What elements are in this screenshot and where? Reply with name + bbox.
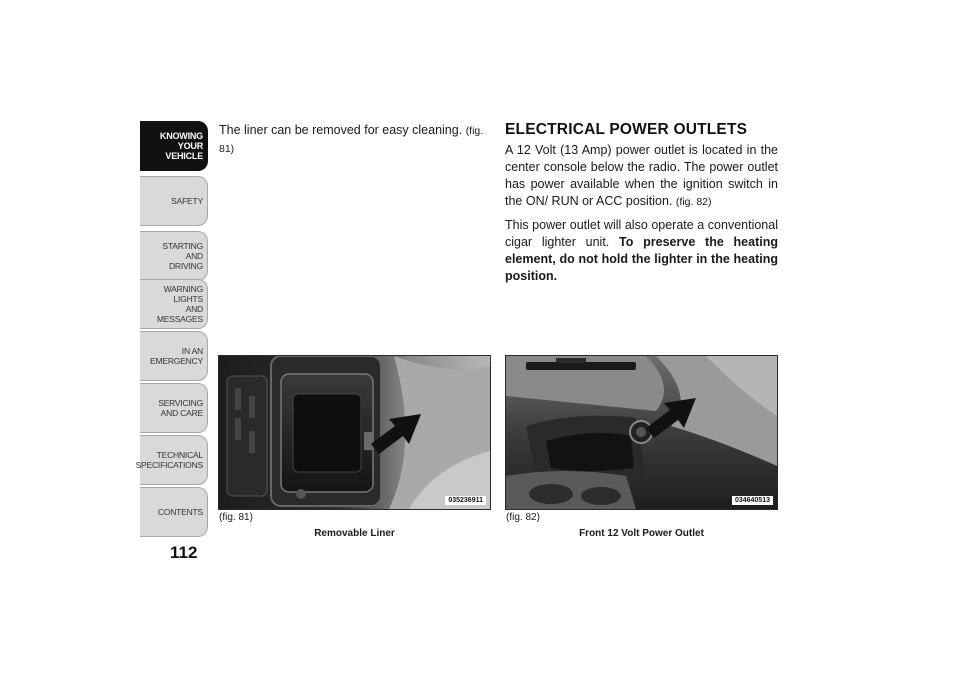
tab-label: TECHNICAL SPECIFICATIONS <box>135 450 203 470</box>
figure-number: (fig. 81) <box>219 512 253 523</box>
tab-technical-specifications[interactable] <box>135 435 208 485</box>
tab-label: WARNING LIGHTS AND MESSAGES <box>156 284 203 324</box>
paragraph <box>505 142 778 211</box>
section-heading: ELECTRICAL POWER OUTLETS <box>505 121 748 138</box>
tab-label: SAFETY <box>171 196 203 206</box>
tab-servicing-and-care[interactable] <box>140 383 208 433</box>
caution-text: To preserve the heating element, do not hold the lighter in the heating position. <box>505 235 778 283</box>
tab-label: SERVICING AND CARE <box>158 398 203 418</box>
liner-text: The liner can be removed for easy cleaning. <box>219 123 463 137</box>
figure-code: 034640513 <box>732 496 773 505</box>
paragraph-text: This power outlet will also operate a conventional cigar lighter unit. <box>505 218 778 249</box>
tab-label: CONTENTS <box>157 507 203 517</box>
tab-safety[interactable] <box>140 176 208 226</box>
tab-label: STARTING AND DRIVING <box>162 241 203 271</box>
figure-number: (fig. 82) <box>506 512 540 523</box>
figure-caption: Removable Liner <box>314 528 395 539</box>
page-number: 112 <box>170 543 198 562</box>
figure-power-outlet <box>505 355 778 510</box>
right-column <box>505 121 778 291</box>
tab-in-an-emergency[interactable] <box>140 331 208 381</box>
paragraph <box>505 217 778 285</box>
tab-knowing-your-vehicle[interactable] <box>140 121 208 171</box>
tab-contents[interactable] <box>140 487 208 537</box>
fig-reference[interactable]: (fig. 81) <box>219 125 484 155</box>
paragraph-text: A 12 Volt (13 Amp) power outlet is located in the center console below the radio. The power outlet has power available when the ignition switch in the ON/ RUN or ACC position. <box>505 143 778 208</box>
tab-starting-and-driving[interactable] <box>140 231 208 281</box>
tab-label: KNOWING YOUR VEHICLE <box>159 131 203 161</box>
tab-label: IN AN EMERGENCY <box>150 346 203 366</box>
tab-warning-lights-and-messages[interactable] <box>140 279 208 329</box>
left-column <box>219 122 491 158</box>
figure-code: 035236911 <box>445 496 486 505</box>
fig-reference[interactable]: (fig. 82) <box>675 196 712 208</box>
figure-caption: Front 12 Volt Power Outlet <box>579 528 704 539</box>
removable-liner-photo <box>219 356 490 509</box>
power-outlet-photo <box>506 356 777 509</box>
figure-removable-liner <box>218 355 491 510</box>
